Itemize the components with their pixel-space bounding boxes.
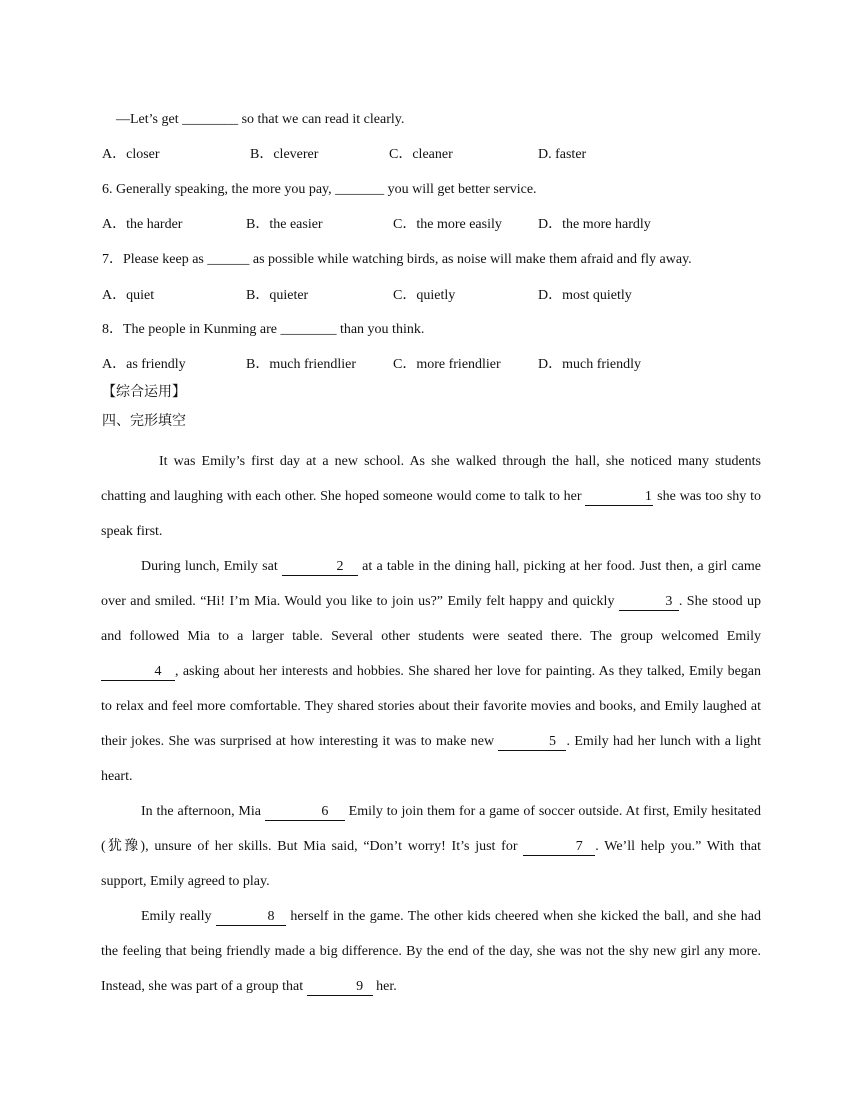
q6-stem: 6. Generally speaking, the more you pay, _______ you will get better service. [102, 182, 537, 197]
paragraph-4: Emily really 8 herself in the game. The other kids cheered when she kicked the ball, and she had the feeling that being friendly made a big difference. By the end of the day, she was not the shy new girl any more. Instead, she was part of a group that 9 her. [101, 909, 761, 994]
q8-option-a: A．as friendly [102, 357, 186, 372]
q8-option-d: D．much friendly [538, 357, 642, 372]
cloze-passage [101, 444, 761, 1004]
q7-stem: 7．Please keep as ______ as possible while watching birds, as noise will make them afraid and fly away. [102, 252, 692, 267]
blank-8: 8 [216, 909, 286, 926]
blank-7: 7 [523, 839, 595, 856]
q7-option-b: B．quieter [246, 288, 309, 303]
blank-4: 4 [101, 664, 175, 681]
paragraph-2: During lunch, Emily sat 2 at a table in the dining hall, picking at her food. Just then, a girl came over and smiled. “Hi! I’m Mia. Would you like to join us?” Emily felt happy and quickly 3 . She stood up and followed Mia to a larger table. Several other students were seated there. The group welcomed Emily 4 , asking about her interests and hobbies. She shared her love for painting. As they talked, Emily began to relax and feel more comfortable. They shared stories about their favorite movies and books, and Emily laughed at their jokes. She was surprised at how interesting it was to make new 5 . Emily had her lunch with a light heart. [101, 559, 761, 784]
q5-option-c: C．cleaner [389, 147, 453, 162]
paragraph-3: In the afternoon, Mia 6 Emily to join them for a game of soccer outside. At first, Emily hesitated (犹豫), unsure of her skills. But Mia said, “Don’t worry! It’s just for 7 . We’ll help you.” With that support, Emily agreed to play. [101, 804, 761, 889]
subsection-heading: 四、完形填空 [102, 414, 186, 429]
q6-option-d: D．the more hardly [538, 217, 651, 232]
q7-option-d: D．most quietly [538, 288, 632, 303]
blank-6: 6 [265, 804, 345, 821]
q8-option-b: B．much friendlier [246, 357, 357, 372]
q7-option-c: C．quietly [393, 288, 456, 303]
q6-option-c: C．the more easily [393, 217, 502, 232]
blank-5: 5 [498, 734, 566, 751]
q6-option-a: A．the harder [102, 217, 183, 232]
q5-option-a: A．closer [102, 147, 160, 162]
blank-1: 1 [585, 489, 653, 506]
q5-option-d: D. faster [538, 147, 587, 162]
q8-stem: 8．The people in Kunming are ________ than you think. [102, 322, 425, 337]
blank-3: 3 [619, 594, 679, 611]
q8-option-c: C．more friendlier [393, 357, 501, 372]
q5-stem: —Let’s get ________ so that we can read it clearly. [116, 112, 405, 127]
section-heading: 【综合运用】 [102, 385, 186, 400]
q5-option-b: B．cleverer [250, 147, 319, 162]
q6-option-b: B．the easier [246, 217, 323, 232]
blank-9: 9 [307, 979, 373, 996]
q7-option-a: A．quiet [102, 288, 155, 303]
blank-2: 2 [282, 559, 358, 576]
paragraph-1: It was Emily’s first day at a new school. As she walked through the hall, she noticed many students chatting and laughing with each other. She hoped someone would come to talk to her 1 she was too shy to speak first. [101, 454, 761, 539]
